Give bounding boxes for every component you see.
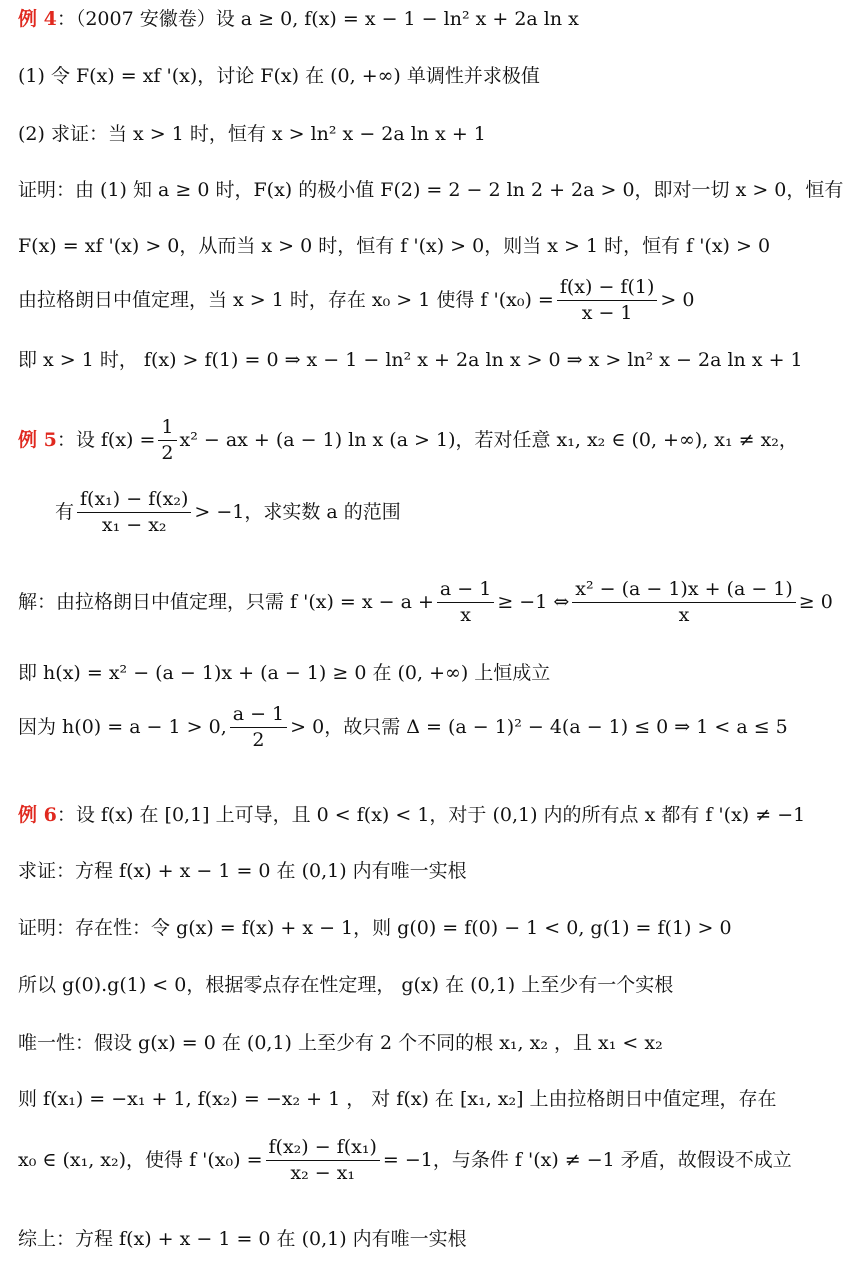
ex5-half-fraction: [158, 418, 176, 463]
fraction-numerator: x² − (a − 1)x + (a − 1): [572, 580, 796, 603]
ex6-statement: ：设 f(x) 在 [0,1] 上可导，且 0 < f(x) < 1，对于 (0,1) 内的所有点 x 都有 f '(x) ≠ −1: [56, 804, 806, 826]
ex6-proof-4: 则 f(x₁) = −x₁ + 1, f(x₂) = −x₂ + 1 ， 对 f(x) 在 [x₁, x₂] 上由拉格朗日中值定理，存在: [18, 1088, 777, 1110]
fraction-denominator: x₁ − x₂: [101, 514, 167, 536]
ex6-label: 例 6: [18, 804, 57, 826]
fraction-denominator: 2: [252, 729, 265, 751]
ex5-condition-fraction: [77, 490, 191, 535]
ex6-claim: 求证：方程 f(x) + x − 1 = 0 在 (0,1) 内有唯一实根: [18, 860, 467, 882]
ex5-solution-3-post: > 0，故只需 Δ = (a − 1)² − 4(a − 1) ≤ 0 ⇒ 1 < a ≤ 5: [290, 716, 788, 738]
ex6-proof-5-post: = −1，与条件 f '(x) ≠ −1 矛盾，故假设不成立: [382, 1149, 792, 1171]
ex4-label: 例 4: [18, 8, 57, 30]
ex5-solution-1: [18, 578, 833, 626]
ex4-proof-3-tail: > 0: [660, 289, 695, 311]
ex4-proof-3: [18, 278, 774, 323]
ex5-statement-post: x² − ax + (a − 1) ln x (a > 1)，若对任意 x₁, x₂ ∈ (0, +∞), x₁ ≠ x₂，: [179, 429, 798, 451]
ex4-q2: (2) 求证：当 x > 1 时，恒有 x > ln² x − 2a ln x + 1: [18, 123, 486, 145]
ex5-condition-pre: 有: [55, 501, 75, 523]
ex5-heading: [18, 416, 798, 464]
ex4-heading: [18, 10, 774, 29]
fraction-numerator: f(x₁) − f(x₂): [77, 490, 191, 513]
fraction-numerator: f(x) − f(1): [557, 278, 658, 301]
ex6-proof-1: 证明：存在性：令 g(x) = f(x) + x − 1，则 g(0) = f(0) − 1 < 0, g(1) = f(1) > 0: [18, 917, 732, 939]
ex6-proof-2: 所以 g(0).g(1) < 0，根据零点存在性定理， g(x) 在 (0,1) 上至少有一个实根: [18, 974, 674, 996]
ex6-heading: [18, 804, 806, 826]
ex5-solution-1-mid: ≥ −1 ⇔: [497, 591, 570, 613]
ex5-solution-1-post: ≥ 0: [798, 591, 833, 613]
ex5-label: 例 5: [18, 429, 57, 451]
ex6-conclusion: 综上：方程 f(x) + x − 1 = 0 在 (0,1) 内有唯一实根: [18, 1228, 467, 1250]
fraction-numerator: a − 1: [230, 705, 287, 728]
ex6-proof-3: 唯一性：假设 g(x) = 0 在 (0,1) 上至少有 2 个不同的根 x₁, x₂ ，且 x₁ < x₂: [18, 1032, 663, 1054]
ex4-proof-4: 即 x > 1 时， f(x) > f(1) = 0 ⇒ x − 1 − ln² x + 2a ln x > 0 ⇒ x > ln² x − 2a ln x + 1: [18, 349, 803, 371]
ex5-solution-fraction-2: [572, 580, 796, 625]
ex5-condition: [55, 490, 774, 535]
fraction-denominator: x: [678, 604, 690, 626]
ex5-solution-fraction-1: [437, 580, 494, 625]
ex4-proof-3-text: 由拉格朗日中值定理，当 x > 1 时，存在 x₀ > 1 使得 f '(x₀) =: [18, 289, 554, 311]
fraction-numerator: a − 1: [437, 580, 494, 603]
ex6-mvt-fraction: [266, 1138, 380, 1183]
ex4-mvt-fraction: [557, 278, 658, 323]
ex5-solution-3-pre: 因为 h(0) = a − 1 > 0,: [18, 716, 227, 738]
ex6-proof-5-pre: x₀ ∈ (x₁, x₂)，使得 f '(x₀) =: [18, 1149, 263, 1171]
fraction-numerator: f(x₂) − f(x₁): [266, 1138, 380, 1161]
fraction-denominator: x₂ − x₁: [290, 1162, 356, 1184]
fraction-denominator: x: [460, 604, 471, 626]
ex4-proof-1: 证明：由 (1) 知 a ≥ 0 时，F(x) 的极小值 F(2) = 2 − 2 ln 2 + 2a > 0，即对一切 x > 0，恒有: [18, 179, 843, 201]
ex4-proof-2: F(x) = xf '(x) > 0，从而当 x > 0 时，恒有 f '(x) > 0，则当 x > 1 时，恒有 f '(x) > 0: [18, 235, 771, 257]
ex5-condition-post: > −1，求实数 a 的范围: [194, 501, 401, 523]
ex4-q1: (1) 令 F(x) = xf '(x)，讨论 F(x) 在 (0, +∞) 单调性并求极值: [18, 65, 540, 87]
ex4-statement: ：（2007 安徽卷）设 a ≥ 0, f(x) = x − 1 − ln² x + 2a ln x: [56, 8, 579, 30]
ex5-statement-pre: ：设 f(x) =: [56, 429, 156, 451]
fraction-denominator: 2: [161, 442, 174, 464]
ex5-solution-1-pre: 解：由拉格朗日中值定理，只需 f '(x) = x − a +: [18, 591, 434, 613]
ex5-solution-3: [18, 703, 788, 751]
ex5-solution-3-fraction: [230, 705, 287, 750]
ex5-solution-2: 即 h(x) = x² − (a − 1)x + (a − 1) ≥ 0 在 (0, +∞) 上恒成立: [18, 662, 551, 684]
ex6-proof-5: [18, 1136, 792, 1184]
fraction-numerator: 1: [158, 418, 176, 441]
fraction-denominator: x − 1: [581, 302, 633, 324]
